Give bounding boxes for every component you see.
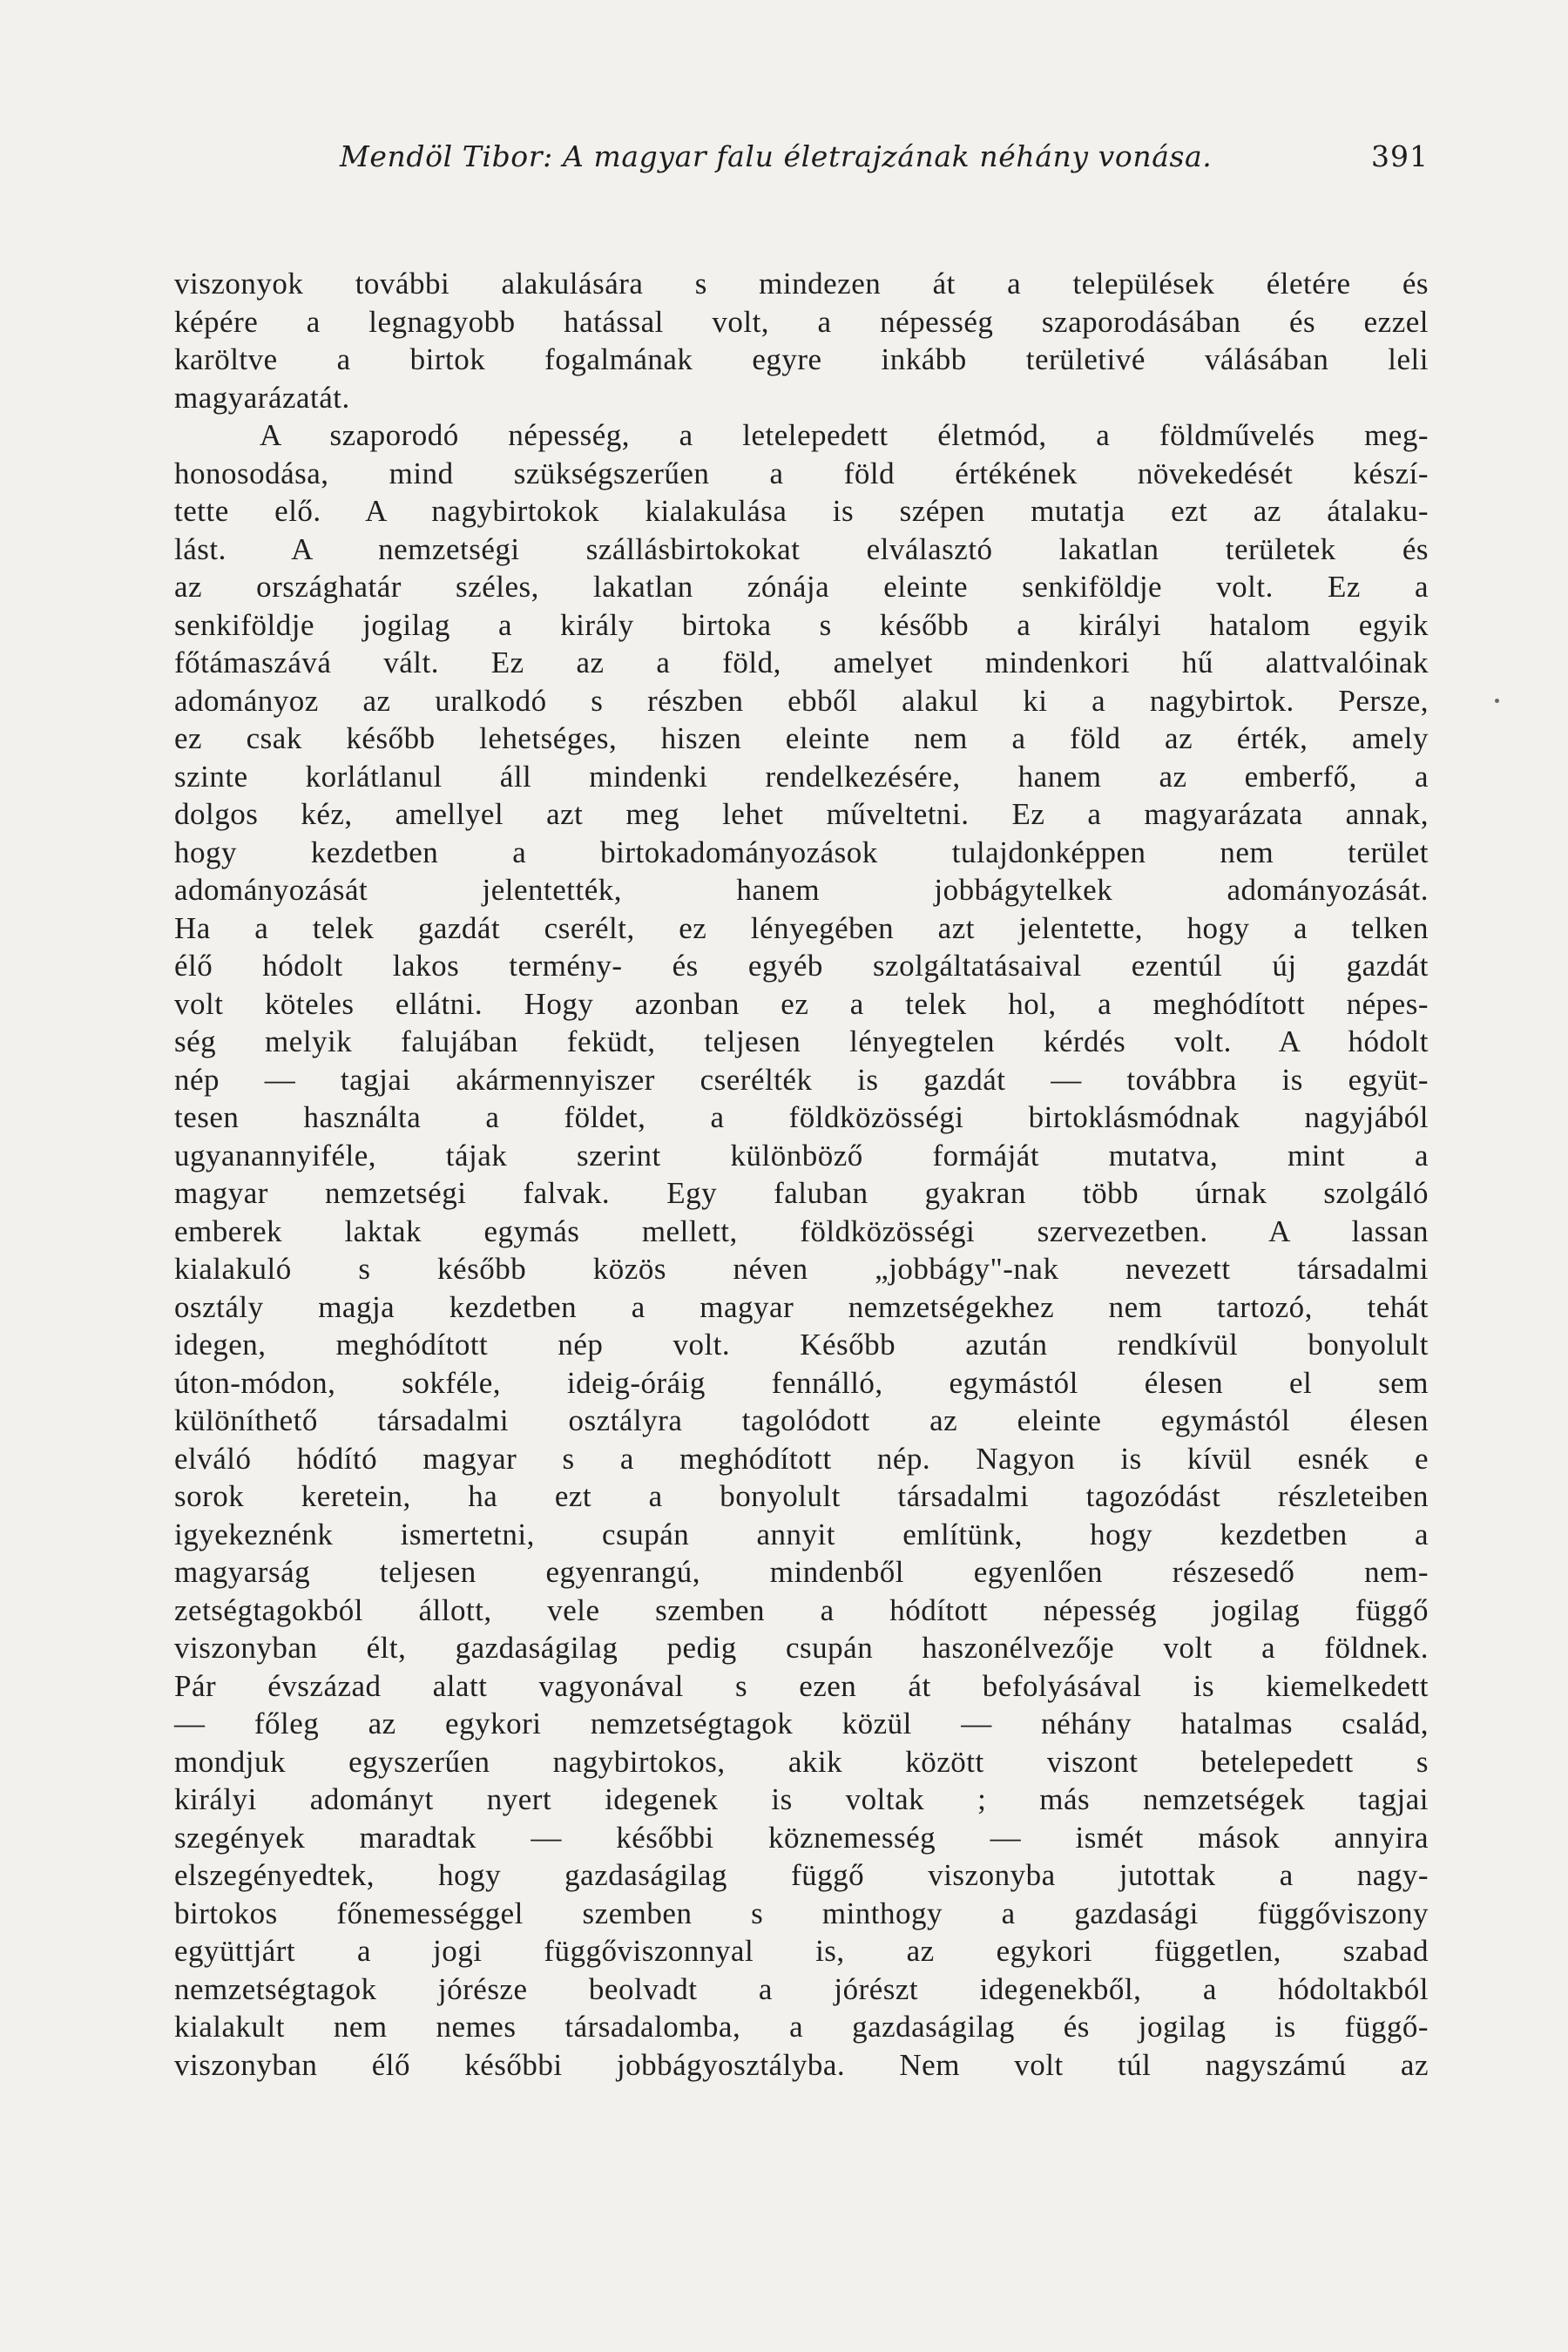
text-line: tesen használta a földet, a földközösségi birtoklásmódnak nagyjából (174, 1100, 1429, 1134)
text-line: élő hódolt lakos termény- és egyéb szolgáltatásaival ezentúl új gazdát (174, 949, 1429, 983)
text-line: az országhatár széles, lakatlan zónája eleinte senkiföldje volt. Ez a (174, 570, 1429, 604)
text-line: emberek laktak egymás mellett, földközösségi szervezetben. A lassan (174, 1213, 1429, 1248)
text-line: Ha a telek gazdát cserélt, ez lényegében azt jelentette, hogy a telken (174, 910, 1429, 945)
text-line: úton-módon, sokféle, ideig-óráig fennálló, egymástól élesen el sem (174, 1365, 1429, 1400)
text-line: elszegényedtek, hogy gazdaságilag függő viszonyba jutottak a nagy- (174, 1858, 1429, 1892)
text-line: királyi adományt nyert idegenek is voltak ; más nemzetségek tagjai (174, 1782, 1429, 1816)
text-line: nép — tagjai akármennyiszer cserélték is gazdát — továbbra is együt- (174, 1062, 1429, 1097)
text-line: tette elő. A nagybirtokok kialakulása is szépen mutatja ezt az átalaku- (174, 494, 1429, 528)
text-line: mondjuk egyszerűen nagybirtokos, akik között viszont betelepedett s (174, 1744, 1429, 1779)
text-line: senkiföldje jogilag a király birtoka s később a királyi hatalom egyik (174, 607, 1429, 642)
text-line: különíthető társadalmi osztályra tagolódott az eleinte egymástól élesen (174, 1403, 1429, 1437)
running-title: Mendöl Tibor: A magyar falu életrajzának néhány vonása. (340, 139, 1213, 173)
text-line: dolgos kéz, amellyel azt meg lehet műveltetni. Ez a magyarázata annak, (174, 797, 1429, 831)
text-line: Pár évszázad alatt vagyonával s ezen át befolyásával is kiemelkedett (174, 1668, 1429, 1703)
text-line: ez csak később lehetséges, hiszen eleinte nem a föld az érték, amely (174, 721, 1429, 755)
text-line: képére a legnagyobb hatással volt, a népesség szaporodásában és ezzel (174, 304, 1429, 339)
text-line: zetségtagokból állott, vele szemben a hódított népesség jogilag függő (174, 1592, 1429, 1627)
text-line: hogy kezdetben a birtokadományozások tulajdonképpen nem terület (174, 835, 1429, 869)
text-line: kialakult nem nemes társadalomba, a gazdaságilag és jogilag is függő- (174, 2010, 1429, 2044)
text-line: honosodása, mind szükségszerűen a föld értékének növekedését készí- (174, 456, 1429, 490)
text-line: volt köteles ellátni. Hogy azonban ez a telek hol, a meghódított népes- (174, 986, 1429, 1021)
text-line: sorok keretein, ha ezt a bonyolult társadalmi tagozódást részleteiben (174, 1479, 1429, 1513)
running-head (174, 139, 1429, 179)
text-line: A szaporodó népesség, a letelepedett életmód, a földművelés meg- (260, 418, 1429, 452)
page-number: 391 (1371, 139, 1429, 173)
text-line: viszonyok további alakulására s mindezen át a települések életére és (174, 267, 1429, 301)
text-line: viszonyban élt, gazdaságilag pedig csupán haszonélvezője volt a földnek. (174, 1631, 1429, 1665)
text-line: — főleg az egykori nemzetségtagok közül — néhány hatalmas család, (174, 1707, 1429, 1740)
text-line: ség melyik falujában feküdt, teljesen lényegtelen kérdés volt. A hódolt (174, 1024, 1429, 1058)
text-line: osztály magja kezdetben a magyar nemzetségekhez nem tartozó, tehát (174, 1289, 1429, 1324)
text-line: idegen, meghódított nép volt. Később azután rendkívül bonyolult (174, 1328, 1429, 1362)
text-line: adományozását jelentették, hanem jobbágytelkek adományozását. (174, 873, 1429, 907)
text-line: szinte korlátlanul áll mindenki rendelkezésére, hanem az emberfő, a (174, 759, 1429, 794)
text-line: birtokos főnemességgel szemben s minthogy a gazdasági függőviszony (174, 1896, 1429, 1930)
text-line: együttjárt a jogi függőviszonnyal is, az egykori független, szabad (174, 1934, 1429, 1968)
text-line: szegények maradtak — későbbi köznemesség — ismét mások annyira (174, 1820, 1429, 1855)
text-line: elváló hódító magyar s a meghódított nép. Nagyon is kívül esnék e (174, 1441, 1429, 1476)
body-text (174, 265, 1429, 2084)
text-line: ugyanannyiféle, tájak szerint különböző formáját mutatva, mint a (174, 1138, 1429, 1173)
text-line: karöltve a birtok fogalmának egyre inkább területivé válásában leli (174, 342, 1429, 376)
text-line: kialakuló s később közös néven „jobbágy"-nak nevezett társadalmi (174, 1252, 1429, 1286)
text-line: magyar nemzetségi falvak. Egy faluban gyakran több úrnak szolgáló (174, 1176, 1429, 1210)
text-line: viszonyban élő későbbi jobbágyosztályba. Nem volt túl nagyszámú az (174, 2047, 1429, 2082)
text-line: magyarság teljesen egyenrangú, mindenből egyenlően részesedő nem- (174, 1555, 1429, 1589)
text-line: főtámaszává vált. Ez az a föld, amelyet mindenkori hű alattvalóinak (174, 645, 1429, 679)
print-speck (1495, 699, 1499, 703)
text-line: igyekeznénk ismertetni, csupán annyit említünk, hogy kezdetben a (174, 1517, 1429, 1551)
text-line: nemzetségtagok jórésze beolvadt a jórészt idegenekből, a hódoltakból (174, 1971, 1429, 2006)
text-line: adományoz az uralkodó s részben ebből alakul ki a nagybirtok. Persze, (174, 683, 1429, 718)
text-line: magyarázatát. (174, 380, 350, 415)
text-line: lást. A nemzetségi szállásbirtokokat elválasztó lakatlan területek és (174, 531, 1429, 566)
